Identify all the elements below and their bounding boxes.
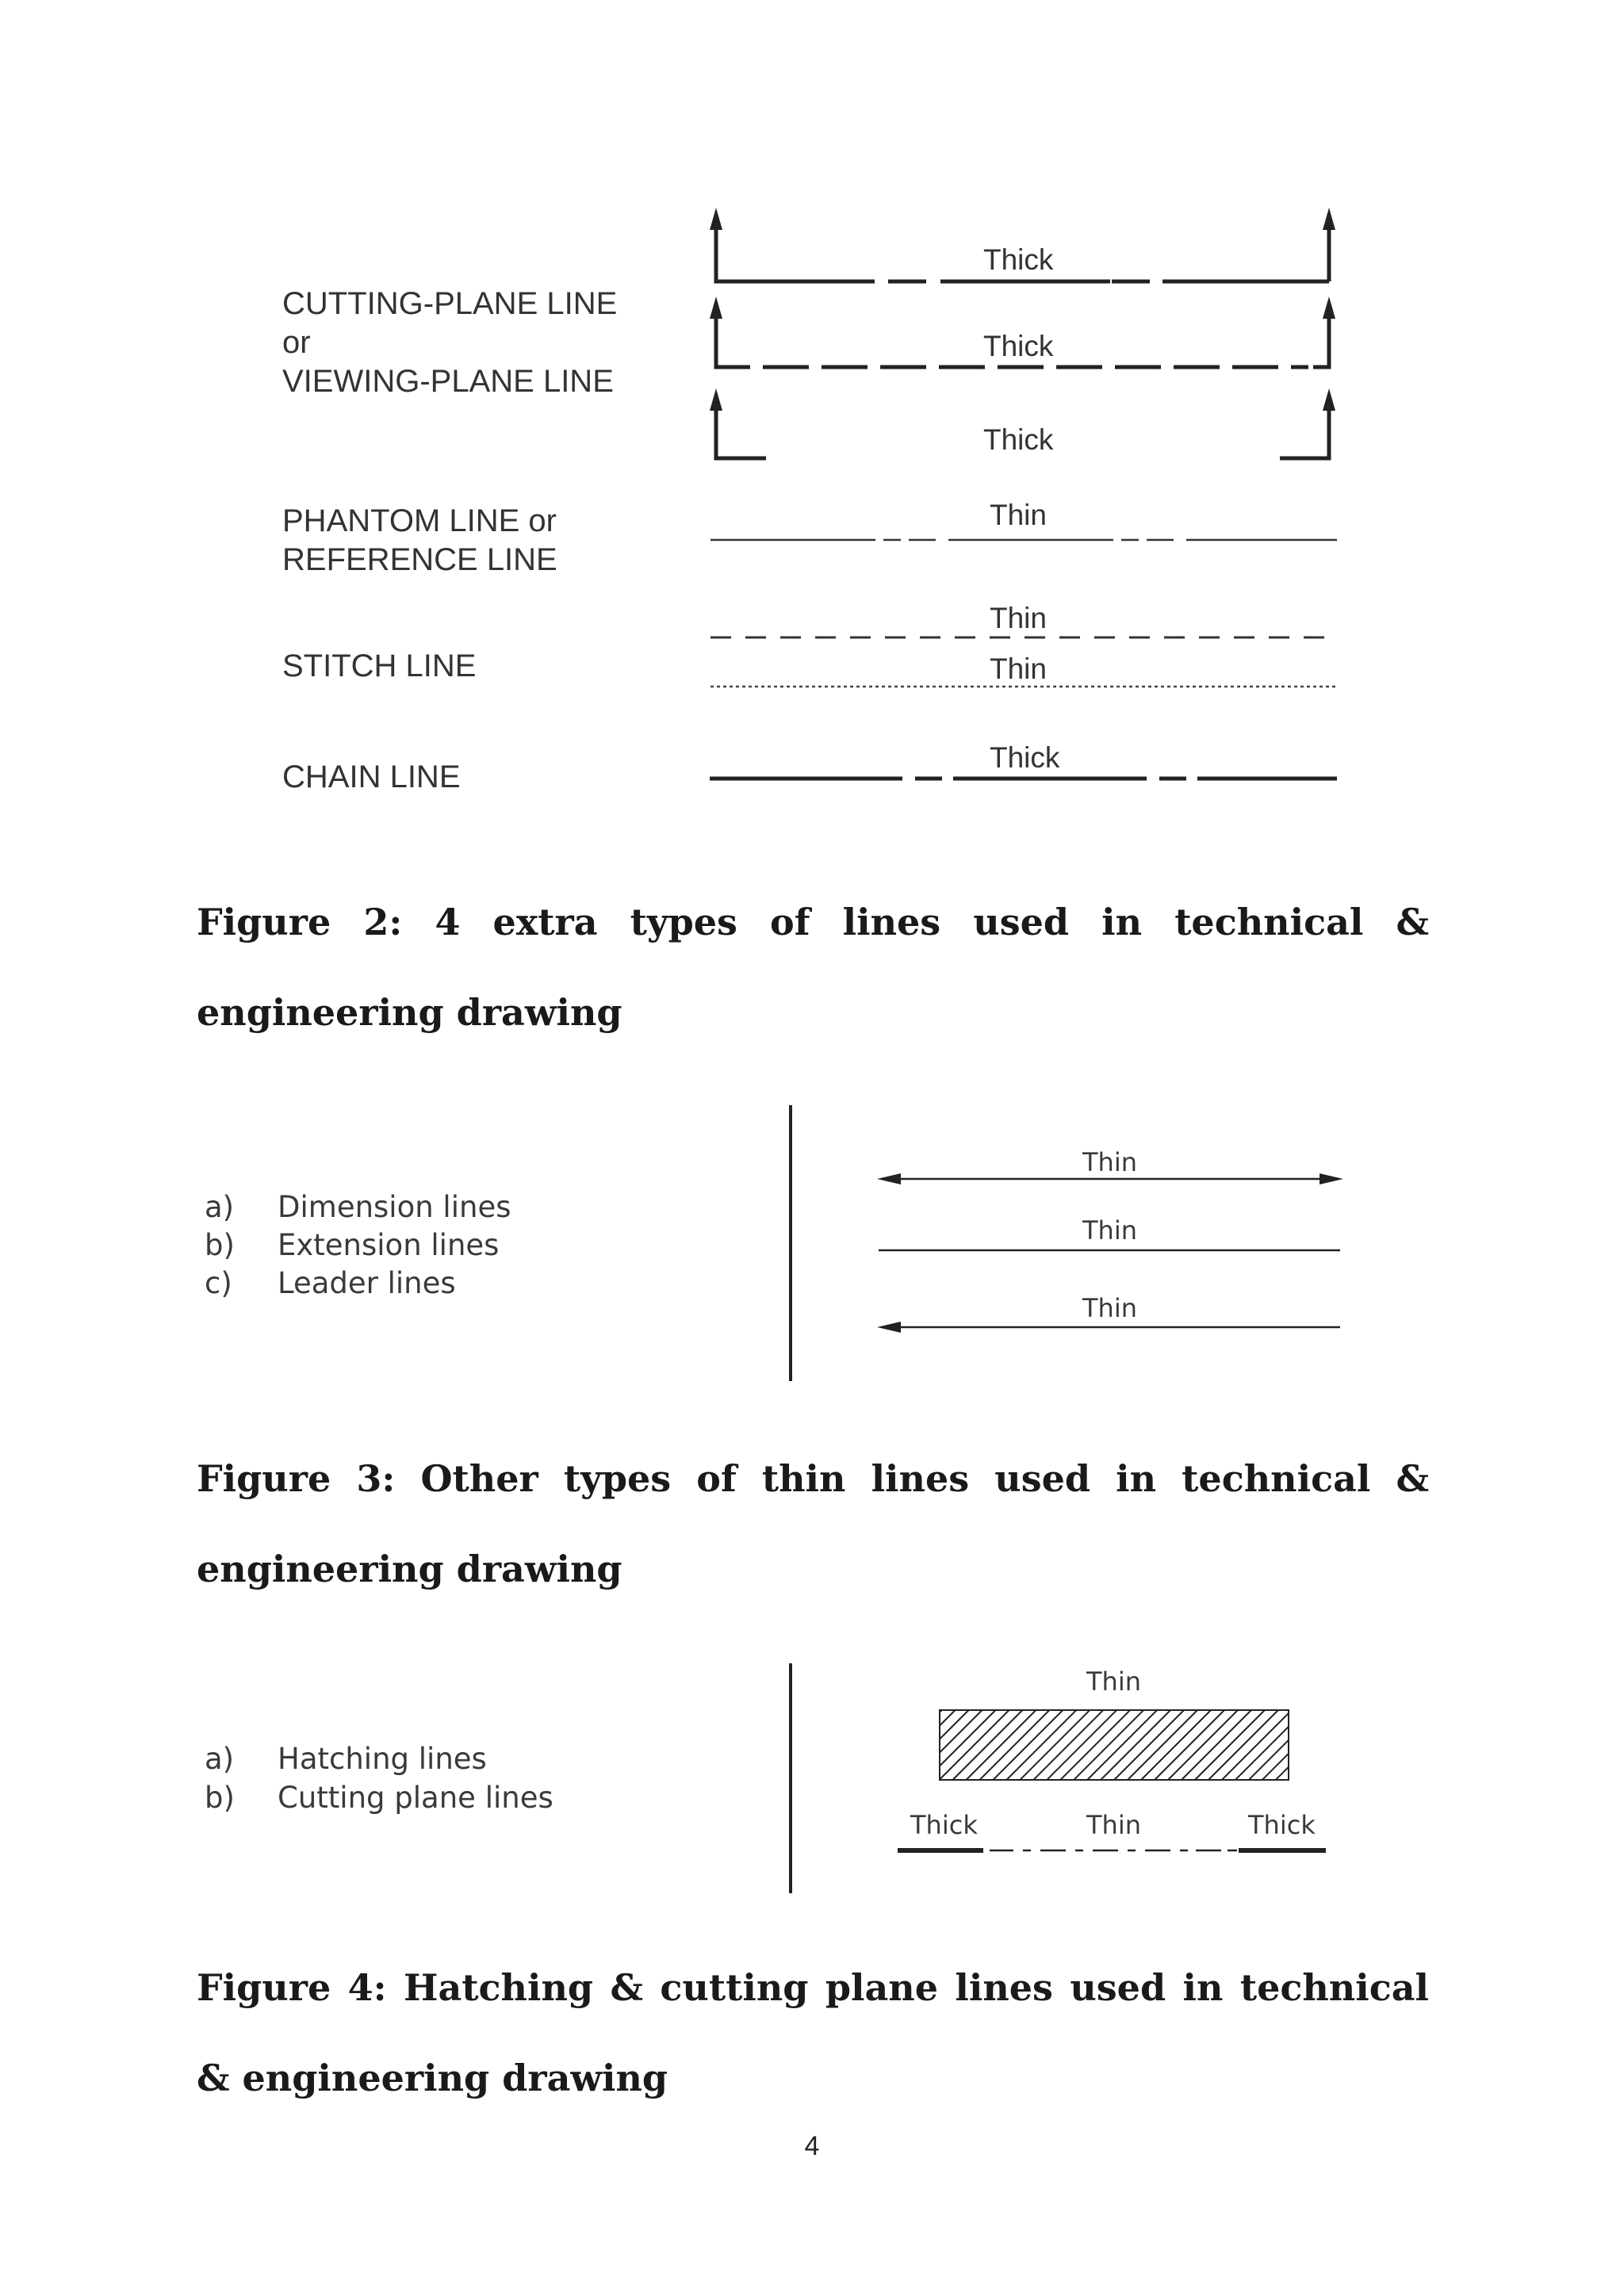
tag-leader: Thin [1082, 1293, 1137, 1323]
tag-dimension: Thin [1082, 1147, 1137, 1177]
tag-chain: Thick [990, 741, 1060, 774]
fig4-item-cutting-plane-lines: Cutting plane lines [278, 1781, 553, 1815]
fig3-marker-a: a) [205, 1190, 235, 1224]
tag-cutting-1: Thick [983, 243, 1054, 276]
fig4-item-hatching-lines: Hatching lines [278, 1742, 487, 1776]
label-or: or [282, 325, 311, 360]
tag-stitch-dashed: Thin [990, 602, 1047, 634]
fig3-item-dimension-lines: Dimension lines [278, 1190, 511, 1224]
tag-cutting-right: Thick [1248, 1810, 1316, 1840]
label-viewing-plane-line: VIEWING-PLANE LINE [282, 364, 614, 399]
fig3-marker-c: c) [205, 1266, 232, 1300]
label-phantom-line: PHANTOM LINE or [282, 503, 557, 538]
tag-cutting-2: Thick [983, 330, 1054, 362]
tag-hatching: Thin [1086, 1667, 1141, 1697]
fig3-item-leader-lines: Leader lines [278, 1266, 456, 1300]
tag-cutting-middle: Thin [1086, 1810, 1141, 1840]
tag-cutting-left: Thick [910, 1810, 978, 1840]
figure-3-caption: Figure 3: Other types of thin lines used in technical & engineering drawing [197, 1457, 1429, 1590]
figure-2-caption: Figure 2: 4 extra types of lines used in technical & engineering drawing [197, 901, 1429, 1034]
label-cutting-plane-line: CUTTING-PLANE LINE [282, 286, 618, 321]
fig4-marker-a: a) [205, 1742, 235, 1776]
label-reference-line: REFERENCE LINE [282, 542, 557, 577]
fig3-item-extension-lines: Extension lines [278, 1228, 500, 1262]
tag-stitch-dotted: Thin [990, 652, 1047, 685]
tag-cutting-3: Thick [983, 423, 1054, 456]
tag-extension: Thin [1082, 1215, 1137, 1246]
label-stitch-line: STITCH LINE [282, 649, 477, 683]
figure-4-caption: Figure 4: Hatching & cutting plane lines used in technical & engineering drawing [197, 1966, 1429, 2099]
page-number: 4 [804, 2131, 820, 2161]
label-chain-line: CHAIN LINE [282, 760, 461, 794]
fig4-marker-b: b) [205, 1781, 235, 1815]
hatching-sample [940, 1710, 1289, 1780]
tag-phantom: Thin [990, 499, 1047, 531]
fig3-marker-b: b) [205, 1228, 235, 1262]
